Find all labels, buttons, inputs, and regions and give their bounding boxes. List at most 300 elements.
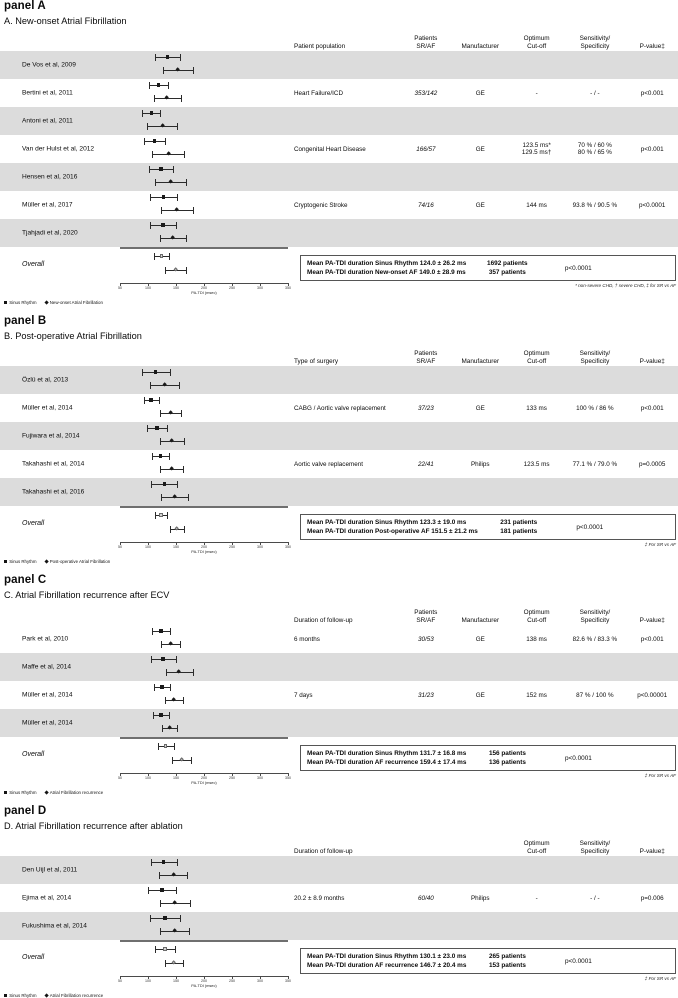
ci-af [120, 959, 288, 969]
ci-cap-low [147, 123, 148, 130]
column-header-manufacturer: Manufacturer [461, 43, 500, 51]
cell-manufacturer: GE [475, 201, 485, 209]
panel-a [0, 0, 678, 305]
legend-label: Sinus Rhythm [9, 993, 37, 998]
ci-cap-high [181, 410, 182, 417]
x-axis [118, 773, 291, 789]
forest-row [0, 856, 678, 884]
ci-sr [120, 193, 288, 203]
ci-cap-low [152, 453, 153, 460]
axis-tick-label: 150 [173, 776, 179, 780]
ci-cap-high [177, 123, 178, 130]
study-label: Ejima et al, 2014 [22, 894, 72, 902]
study-label: Van der Hulst et al, 2012 [22, 145, 95, 153]
ci-cap-low [160, 466, 161, 473]
point-marker-sr [160, 685, 163, 688]
column-header-cutoff-line1: Optimum [523, 35, 550, 43]
ci-cap-high [180, 54, 181, 61]
summary-line-af: Mean PA-TDI duration New-onset AF 149.0 ± 28.9 ms [307, 269, 466, 276]
point-marker-sr [159, 454, 162, 457]
summary-box [300, 514, 676, 540]
axis-tick-label: 100 [145, 286, 151, 290]
ci-af [120, 756, 288, 766]
plot-legend [4, 300, 678, 305]
cell-patients: 30/53 [417, 635, 434, 643]
point-marker-sr [161, 657, 164, 660]
ci-cap-low [160, 900, 161, 907]
cell-patients: 74/16 [417, 201, 434, 209]
cell-patients: 22/41 [417, 460, 434, 468]
ci-cap-low [154, 253, 155, 260]
ci-cap-low [150, 194, 151, 201]
overall-plot-area [120, 737, 288, 773]
point-marker-af [173, 267, 178, 272]
column-header-cutoff-line1: Optimum [523, 609, 550, 617]
ci-cap-high [181, 95, 182, 102]
legend-label: Atrial Fibrillation recurrence [49, 790, 104, 795]
ci-cap-high [177, 859, 178, 866]
panel-tag: panel D [4, 805, 47, 817]
point-marker-sr [162, 195, 165, 198]
ci-af [120, 525, 288, 535]
legend-item [4, 559, 37, 564]
forest-row [0, 681, 678, 709]
ci-cap-low [161, 641, 162, 648]
panel-footnote: * non-severe CHD, † severe CHD, ‡ for SR vs AF [575, 283, 676, 288]
panel-footnote: ‡ For SR vs AF [644, 773, 676, 778]
ci-sr [120, 886, 288, 896]
ci-cap-low [144, 397, 145, 404]
panel-title: B. Post-operative Atrial Fibrillation [4, 331, 142, 341]
x-axis [118, 542, 291, 558]
forest-plot-area [120, 884, 288, 912]
ci-cap-high [191, 757, 192, 764]
column-header-sensitivity-line1: Sensitivity/ [579, 840, 611, 848]
cell-manufacturer: GE [475, 404, 485, 412]
forest-plot-area [120, 478, 288, 506]
ci-cap-high [186, 235, 187, 242]
axis-tick-label: 300 [257, 286, 263, 290]
ci-cap-low [165, 267, 166, 274]
ci-sr [120, 511, 288, 521]
ci-cap-high [188, 494, 189, 501]
summary-n-af: 181 patients [500, 528, 538, 535]
ci-cap-low [147, 425, 148, 432]
ci-cap-low [152, 151, 153, 158]
legend-label: Atrial Fibrillation recurrence [49, 993, 104, 998]
ci-cap-low [144, 138, 145, 145]
forest-plot-area [120, 191, 288, 219]
ci-cap-high [167, 512, 168, 519]
ci-af [120, 94, 288, 104]
legend-label: Sinus Rhythm [9, 559, 37, 564]
cell-pvalue: p<0.001 [640, 89, 664, 97]
column-header-manufacturer: Manufacturer [461, 358, 500, 366]
cell-population: Heart Failure/ICD [294, 89, 343, 97]
ci-cap-high [187, 872, 188, 879]
ci-cap-high [170, 369, 171, 376]
ci-cap-high [170, 628, 171, 635]
ci-sr [120, 396, 288, 406]
forest-plot-area [120, 366, 288, 394]
cell-population: 20.2 ± 8.9 months [294, 894, 345, 902]
ci-cap-high [174, 743, 175, 750]
point-marker-sr [159, 713, 162, 716]
study-label: Müller et al, 2014 [22, 691, 73, 699]
axis-tick-label: 200 [201, 286, 207, 290]
forest-plot-area [120, 107, 288, 135]
study-label: Antoni et al, 2011 [22, 117, 73, 125]
legend-label: Post-operative Atrial Fibrillation [49, 559, 111, 564]
cell-patients: 166/57 [416, 145, 436, 153]
cell-pvalue: p<0.0001 [638, 201, 666, 209]
point-marker-af [174, 526, 179, 531]
ci-af [120, 493, 288, 503]
study-label: Bertini et al, 2011 [22, 89, 73, 97]
cell-sensitivity: - / - [590, 89, 600, 97]
forest-plot-area [120, 450, 288, 478]
study-label: Hensen et al, 2016 [22, 173, 78, 181]
ci-cap-high [176, 887, 177, 894]
ci-cap-high [186, 179, 187, 186]
overall-label: Overall [22, 954, 45, 961]
panel-c [0, 574, 678, 795]
point-marker-af [165, 95, 170, 100]
column-header-patients-line2: SR/AF [416, 358, 436, 366]
forest-row [0, 478, 678, 506]
x-axis [118, 283, 291, 299]
cell-manufacturer: GE [475, 89, 485, 97]
panel-title: C. Atrial Fibrillation recurrence after ECV [4, 590, 170, 600]
legend-item [45, 790, 104, 795]
forest-row [0, 163, 678, 191]
ci-sr [120, 81, 288, 91]
axis-title: PA-TDI (msec) [191, 290, 217, 295]
column-header-cutoff-line1: Optimum [523, 350, 550, 358]
column-header-sensitivity-line2: Specificity [580, 848, 610, 856]
ci-cap-high [180, 915, 181, 922]
cell-sensitivity: 100 % / 86 % [576, 404, 614, 412]
point-marker-sr [160, 254, 163, 257]
legend-label: New-onset Atrial Fibrillation [49, 300, 103, 305]
legend-item [45, 300, 103, 305]
forest-rows [0, 834, 678, 940]
axis-tick-label: 300 [257, 776, 263, 780]
overall-label: Overall [22, 751, 45, 758]
ci-cap-high [177, 725, 178, 732]
cell-population: 6 months [294, 635, 320, 643]
ci-cap-high [193, 669, 194, 676]
ci-cap-high [183, 960, 184, 967]
axis-title: PA-TDI (msec) [191, 780, 217, 785]
study-label: Takahashi et al, 2016 [22, 488, 85, 496]
forest-row [0, 625, 678, 653]
forest-plot-area [120, 422, 288, 450]
forest-row [0, 366, 678, 394]
forest-plot-area [120, 856, 288, 884]
cell-pvalue: p<0.00001 [637, 691, 668, 699]
cell-pvalue: p<0.001 [640, 635, 664, 643]
forest-plot-area [120, 135, 288, 163]
ci-cap-low [155, 54, 156, 61]
forest-plot-area [120, 51, 288, 79]
ci-cap-high [186, 267, 187, 274]
ci-af [120, 640, 288, 650]
study-label: Özlü et al, 2013 [22, 376, 69, 384]
legend-diamond-icon [44, 790, 49, 795]
axis-tick-label: 250 [229, 979, 235, 983]
ci-cap-high [167, 425, 168, 432]
axis-tick-label: 150 [173, 286, 179, 290]
summary-line-sr: Mean PA-TDI duration Sinus Rhythm 123.3 ± 19.0 ms [307, 518, 467, 526]
summary-line-sr: Mean PA-TDI duration Sinus Rhythm 124.0 ± 26.2 ms [307, 259, 467, 267]
ci-cap-low [165, 697, 166, 704]
column-header-sensitivity-line1: Sensitivity/ [579, 35, 611, 43]
point-marker-sr [153, 139, 156, 142]
ci-cap-high [190, 900, 191, 907]
legend-label: Sinus Rhythm [9, 300, 37, 305]
ci-af [120, 122, 288, 132]
overall-label: Overall [22, 520, 45, 527]
cell-sensitivity: 77.1 % / 79.0 % [572, 460, 618, 468]
column-header-sensitivity-line1: Sensitivity/ [579, 609, 611, 617]
column-header-pvalue: P-value‡ [639, 358, 665, 366]
ci-cap-low [155, 179, 156, 186]
ci-cap-low [155, 512, 156, 519]
column-header-manufacturer: Manufacturer [461, 617, 500, 625]
summary-means [301, 746, 472, 771]
ci-cap-low [150, 222, 151, 229]
overall-plot-area [120, 247, 288, 283]
ci-cap-low [151, 859, 152, 866]
summary-box [300, 745, 676, 771]
ci-cap-low [142, 110, 143, 117]
ci-cap-low [154, 95, 155, 102]
legend-item [4, 300, 37, 305]
summary-counts [472, 952, 542, 971]
ci-af [120, 206, 288, 216]
summary-line-af: Mean PA-TDI duration AF recurrence 159.4 ± 17.4 ms [307, 759, 467, 766]
ci-sr [120, 655, 288, 665]
legend-diamond-icon [44, 559, 49, 564]
forest-plot-area [120, 912, 288, 940]
legend-item [4, 993, 37, 998]
column-header-sensitivity-line2: Specificity [580, 358, 610, 366]
ci-cap-low [159, 872, 160, 879]
ci-cap-low [150, 915, 151, 922]
cell-pvalue: p=0.0005 [638, 460, 666, 468]
axis-tick-label: 100 [145, 776, 151, 780]
ci-sr [120, 627, 288, 637]
ci-sr [120, 683, 288, 693]
cell-patients: 353/142 [414, 89, 438, 97]
point-marker-af [166, 151, 171, 156]
legend-item [45, 993, 104, 998]
forest-plot-area [120, 219, 288, 247]
panel-footnote: ‡ For SR vs AF [644, 976, 676, 981]
ci-sr [120, 137, 288, 147]
column-header-patients-line1: Patients [414, 35, 438, 43]
cell-cutoff: 144 ms [526, 201, 547, 209]
study-label: Müller et al, 2014 [22, 719, 73, 727]
legend-diamond-icon [44, 993, 49, 998]
ci-cap-high [169, 453, 170, 460]
column-header-patients-line2: SR/AF [416, 43, 436, 51]
summary-n-af: 136 patients [488, 759, 526, 766]
point-marker-sr [162, 860, 165, 863]
summary-means [301, 515, 484, 540]
column-header-sensitivity-line2: Specificity [580, 43, 610, 51]
point-marker-af [167, 725, 172, 730]
forest-plot-area [120, 653, 288, 681]
cell-sensitivity: - / - [590, 894, 600, 902]
ci-cap-high [176, 656, 177, 663]
forest-row [0, 422, 678, 450]
ci-cap-low [161, 207, 162, 214]
ci-cap-low [165, 960, 166, 967]
ci-af [120, 668, 288, 678]
axis-tick-label: 250 [229, 776, 235, 780]
cell-population: CABG / Aortic valve replacement [294, 404, 386, 412]
axis-tick-label: 100 [145, 979, 151, 983]
cell-pvalue: p<0.001 [640, 145, 664, 153]
ci-cap-low [166, 669, 167, 676]
summary-counts [472, 259, 542, 278]
cell-manufacturer: GE [475, 635, 485, 643]
ci-af [120, 234, 288, 244]
ci-cap-high [159, 397, 160, 404]
cell-cutoff: - [535, 89, 538, 97]
axis-tick-label: 50 [118, 979, 122, 983]
axis-tick-label: 50 [118, 545, 122, 549]
cell-patients: 37/23 [417, 404, 434, 412]
cell-sensitivity-line1: 70 % / 60 % [577, 142, 612, 149]
axis-tick-label: 350 [285, 979, 291, 983]
summary-n-af: 357 patients [488, 269, 526, 276]
summary-counts [472, 749, 542, 768]
point-marker-sr [166, 55, 169, 58]
ci-af [120, 150, 288, 160]
ci-cap-high [177, 194, 178, 201]
point-marker-af [169, 466, 174, 471]
axis-tick-label: 300 [257, 979, 263, 983]
ci-cap-high [180, 641, 181, 648]
column-header-patients-line2: SR/AF [416, 617, 436, 625]
ci-cap-low [160, 438, 161, 445]
forest-plot-area [120, 625, 288, 653]
cell-sensitivity-line2: 80 % / 65 % [577, 149, 612, 156]
point-marker-sr [150, 111, 153, 114]
ci-af [120, 178, 288, 188]
overall-label: Overall [22, 261, 45, 268]
summary-pvalue: p<0.0001 [576, 523, 604, 531]
ci-cap-high [173, 166, 174, 173]
point-marker-sr [157, 83, 160, 86]
column-header-population: Duration of follow-up [294, 848, 353, 856]
legend-item [4, 790, 37, 795]
cell-population: 7 days [294, 691, 313, 699]
overall-plot-area [120, 940, 288, 976]
cell-population: Aortic valve replacement [294, 460, 363, 468]
point-marker-af [168, 641, 173, 646]
ci-cap-high [160, 110, 161, 117]
column-header-pvalue: P-value‡ [639, 848, 665, 856]
summary-means [301, 256, 472, 281]
ci-sr [120, 109, 288, 119]
ci-cap-low [142, 369, 143, 376]
legend-item [45, 559, 111, 564]
ci-sr [120, 53, 288, 63]
plot-legend [4, 993, 678, 998]
ci-cap-low [160, 235, 161, 242]
summary-n-sr: 1692 patients [487, 259, 528, 267]
ci-af [120, 381, 288, 391]
legend-label: Sinus Rhythm [9, 790, 37, 795]
ci-sr [120, 742, 288, 752]
ci-cap-low [155, 946, 156, 953]
point-marker-af [172, 900, 177, 905]
cell-cutoff: 138 ms [526, 635, 547, 643]
ci-sr [120, 368, 288, 378]
ci-cap-high [176, 222, 177, 229]
ci-cap-low [160, 928, 161, 935]
point-marker-sr [163, 947, 166, 950]
point-marker-sr [154, 370, 157, 373]
ci-af [120, 437, 288, 447]
ci-cap-low [148, 887, 149, 894]
ci-cap-low [149, 166, 150, 173]
point-marker-sr [161, 223, 164, 226]
axis-tick-label: 100 [145, 545, 151, 549]
column-header-population: Type of surgery [294, 358, 339, 366]
axis-tick-label: 200 [201, 979, 207, 983]
ci-af [120, 696, 288, 706]
point-marker-af [160, 123, 165, 128]
point-marker-af [170, 438, 175, 443]
plot-legend [4, 790, 678, 795]
panel-footnote: ‡ For SR vs AF [644, 542, 676, 547]
panel-b [0, 315, 678, 564]
column-header-cutoff-line1: Optimum [523, 840, 550, 848]
column-header-patients-line1: Patients [414, 609, 438, 617]
ci-sr [120, 858, 288, 868]
column-header-population: Patient population [294, 43, 346, 51]
study-label: Takahashi et al, 2014 [22, 460, 85, 468]
panel-d [0, 805, 678, 998]
forest-row [0, 191, 678, 219]
ci-cap-high [184, 526, 185, 533]
cell-manufacturer: Philips [470, 460, 490, 468]
forest-plot-area [120, 79, 288, 107]
column-header-cutoff-line2: Cut-off [527, 848, 547, 856]
forest-rows [0, 29, 678, 247]
ci-cap-low [158, 743, 159, 750]
axis-title: PA-TDI (msec) [191, 983, 217, 988]
ci-cap-high [184, 438, 185, 445]
point-marker-af [179, 757, 184, 762]
ci-sr [120, 221, 288, 231]
ci-af [120, 66, 288, 76]
point-marker-sr [159, 513, 162, 516]
axis-tick-label: 350 [285, 545, 291, 549]
forest-rows [0, 603, 678, 737]
forest-row [0, 709, 678, 737]
point-marker-af [168, 179, 173, 184]
point-marker-sr [159, 167, 162, 170]
forest-row [0, 394, 678, 422]
forest-row [0, 884, 678, 912]
cell-population: Congenital Heart Disease [294, 145, 366, 153]
